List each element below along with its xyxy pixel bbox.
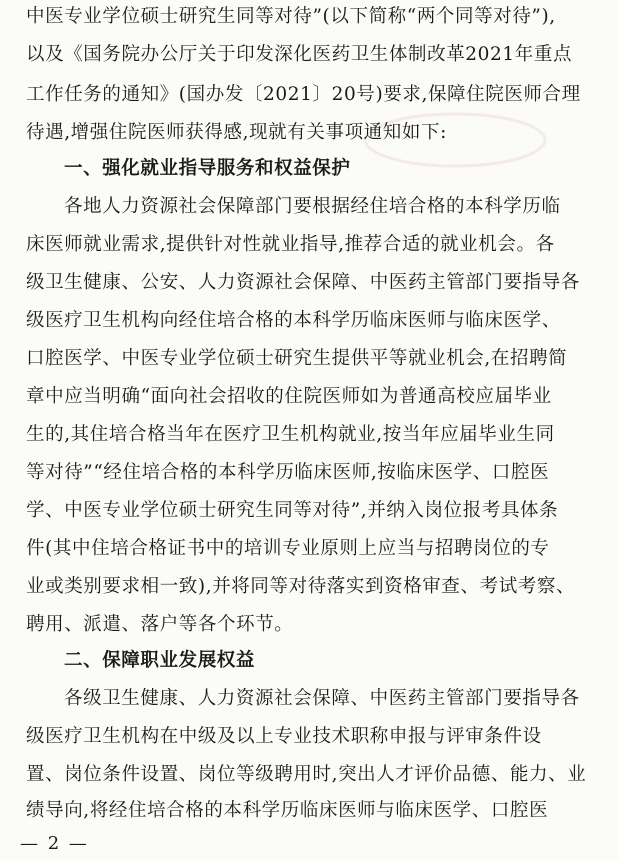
section-1-line-8: 等对待”“经住培合格的本科学历临床医师,按临床医学、口腔医 [26,462,550,483]
section-1-line-2: 床医师就业需求,提供针对性就业指导,推荐合适的就业机会。各 [26,234,555,255]
section-2-heading: 二、保障职业发展权益 [64,650,256,671]
section-2-line-1: 各级卫生健康、人力资源社会保障、中医药主管部门要指导各 [64,688,580,709]
section-1-line-4: 级医疗卫生机构向经住培合格的本科学历临床医师与临床医学、 [26,310,561,331]
section-1-line-5: 口腔医学、中医专业学位硕士研究生提供平等就业机会,在招聘简 [26,348,568,369]
section-1-line-12: 聘用、派遣、落户等各个环节。 [26,614,294,635]
section-1-line-7: 生的,其住培合格当年在医疗卫生机构就业,按当年应届毕业生同 [26,424,555,445]
intro-line-1: 中医专业学位硕士研究生同等对待”(以下简称“两个同等对待”), [26,6,556,27]
section-1-line-3: 级卫生健康、公安、人力资源社会保障、中医药主管部门要指导各 [26,272,580,293]
section-2-line-3: 置、岗位条件设置、岗位等级聘用时,突出人才评价品德、能力、业 [26,764,587,785]
section-1-heading: 一、强化就业指导服务和权益保护 [64,158,351,179]
intro-line-4: 待遇,增强住院医师获得感,现就有关事项通知如下: [26,122,447,143]
section-1-line-9: 学、中医专业学位硕士研究生同等对待”,并纳入岗位报考具体条 [26,500,559,521]
page-number: — 2 — [20,833,89,854]
intro-line-2: 以及《国务院办公厅关于印发深化医药卫生体制改革2021年重点 [26,44,573,65]
section-2-line-4: 绩导向,将经住培合格的本科学历临床医师与临床医学、口腔医 [26,800,549,821]
intro-line-3: 工作任务的通知》(国办发〔2021〕20号)要求,保障住院医师合理 [26,84,581,105]
section-2-line-2: 级医疗卫生机构在中级及以上专业技术职称申报与评审条件设 [26,726,542,747]
section-1-line-11: 业或类别要求相一致),并将同等对待落实到资格审查、考试考察、 [26,576,576,597]
section-1-line-1: 各地人力资源社会保障部门要根据经住培合格的本科学历临 [64,196,561,217]
section-1-line-10: 件(其中住培合格证书中的培训专业原则上应当与招聘岗位的专 [26,538,550,559]
section-1-line-6: 章中应当明确“面向社会招收的住院医师如为普通高校应届毕业 [26,386,552,407]
